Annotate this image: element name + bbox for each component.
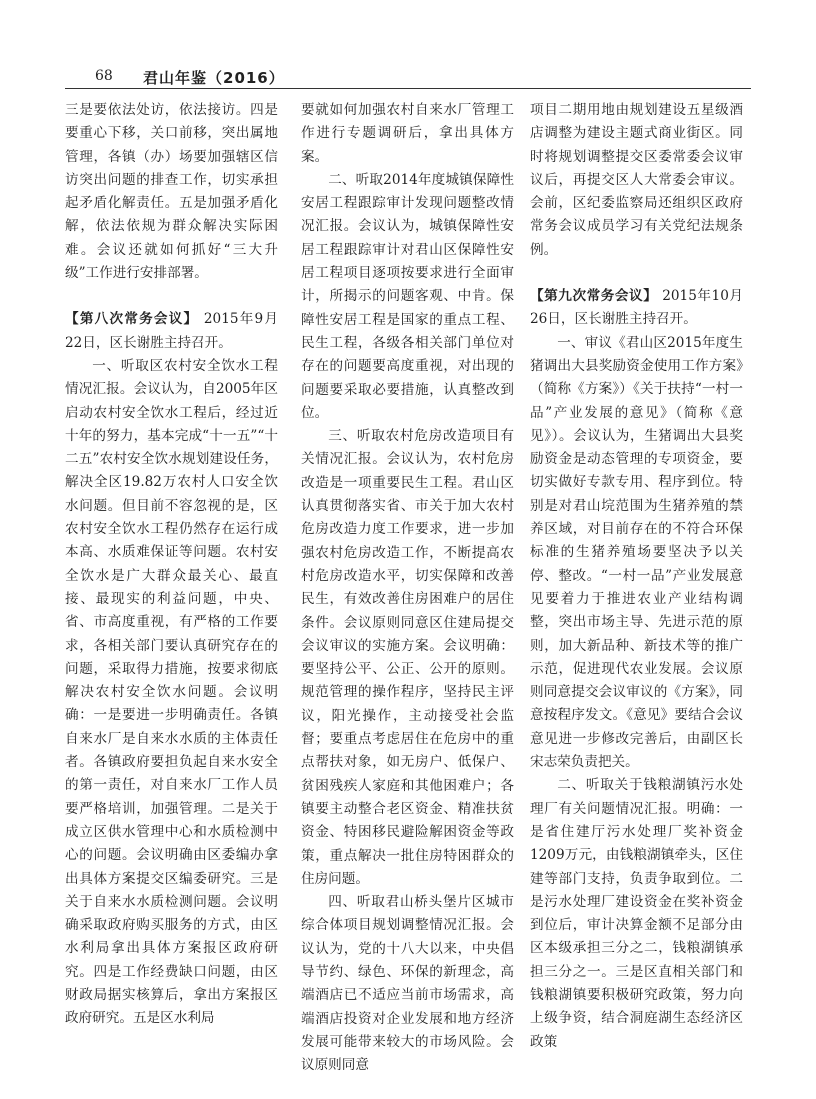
paragraph-continued: 要就如何加强农村自来水厂管理工作进行专题调研后，拿出具体方案。	[301, 102, 514, 165]
meeting-8-item-1: 一、听取区农村安全饮水工程情况汇报。会议认为，自2005年区启动农村安全饮水工程后，经过近十年的努力，基本完成“十一五”“十二五”农村安全饮水规划建设任务，解决全区19.82万农村人口安全饮水问题。但目前不容忽视的是，区农村安全饮水工程仍然存在运行成本高、水质难保证等问题。农村安全饮水是广大群众最关心、最直接、最现实的利益问题，中央、省、市高度重视，有严格的工作要求，各相关部门要认真研究存在的问题，采取得力措施，按要求彻底解决农村安全饮水问题。会议明确：一是要进一步明确责任。各镇自来水厂是自来水水质的主体责任者。各镇政府要担负起自来水安全的第一责任，对自来水厂工作人员要严格培训，加强管理。二是关于成立区供水管理中心和水质检测中心的问题。会议明确由区委编办拿出具体方案提交区编委研究。三是关于自来水水质检测问题。会议明确采取政府购买服务的方式，由区水利局拿出具体方案报区政府研究。四是工作经费缺口问题，由区财政局据实核算后，拿出方案报区政府研究。五是区水利局	[65, 357, 278, 1027]
paragraph-continued: 三是要依法处访，依法接访。四是要重心下移，关口前移，突出属地管理，各镇（办）场要加强辖区信访突出问题的排查工作，切实承担起矛盾化解责任。五是加强矛盾化解，依法依规为群众解决实际困难。会议还就如何抓好“三大升级”工作进行安排部署。	[65, 102, 278, 282]
yearbook-title: 君山年鉴（2016）	[143, 69, 285, 87]
meeting-8-item-2: 二、听取2014年度城镇保障性安居工程跟踪审计发现问题整改情况汇报。会议认为，城镇保障性安居工程跟踪审计对君山区保障性安居工程项目逐项按要求进行全面审计，所揭示的问题客观、中肯。保障性安居工程是国家的重点工程、民生工程，各级各相关部门单位对存在的问题要高度重视，对出现的问题要采取必要措施，认真整改到位。	[301, 171, 514, 421]
meeting-8-intro	[65, 308, 278, 355]
meeting-9-item-2: 二、听取关于钱粮湖镇污水处理厂有关问题情况汇报。明确：一是省住建厅污水处理厂奖补资金1209万元，由钱粮湖镇牵头，区住建等部门支持，负责争取到位。二是污水处理厂建设资金在奖补资金到位后，审计决算金额不足部分由区本级承担三分之二，钱粮湖镇承担三分之一。三是区直相关部门和钱粮湖镇要积极研究政策，努力向上级争资，结合洞庭湖生态经济区政策	[530, 777, 743, 1050]
meeting-8-date: 2015年9月22日，区长谢胜主持召开。	[65, 311, 279, 351]
column-2	[301, 99, 514, 1077]
meeting-9-heading: 【第九次常务会议】	[530, 288, 658, 305]
page-number: 68	[95, 68, 113, 84]
column-3	[530, 99, 743, 1054]
column-1	[65, 99, 278, 1031]
meeting-9-item-1: 一、审议《君山区2015年度生猪调出大县奖励资金使用工作方案》（简称《方案》）《关于扶持“一村一品”产业发展的意见》（简称《意见》）。会议认为，生猪调出大县奖励资金是动态管理的专项资金，要切实做好专款专用、程序到位。特别是对君山垸范围为生猪养殖的禁养区域，对目前存在的不符合环保标准的生猪养殖场要坚决予以关停、整改。“一村一品”产业发展意见要着力于推进农业产业结构调整，突出市场主导、先进示范的原则，加大新品种、新技术等的推广示范，促进现代农业发展。会议原则同意提交会议审议的《方案》，同意按程序发文。《意见》要结合会议意见进一步修改完善后，由副区长宋志荣负责把关。	[530, 334, 743, 771]
page-header	[65, 66, 751, 89]
meeting-8-item-3: 三、听取农村危房改造项目有关情况汇报。会议认为，农村危房改造是一项重要民生工程。君山区认真贯彻落实省、市关于加大农村危房改造力度工作要求，进一步加强农村危房改造工作，不断提高农村危房改造水平，切实保障和改善民生，有效改善住房困难户的居住条件。会议原则同意区住建局提交会议审议的实施方案。会议明确：要坚持公平、公正、公开的原则。规范管理的操作程序，坚持民主评议，阳光操作，主动接受社会监督；要重点考虑居住在危房中的重点帮扶对象，如无房户、低保户、贫困残疾人家庭和其他困难户；各镇要主动整合老区资金、精准扶贫资金、特困移民避险解困资金等政策，重点解决一批住房特困群众的住房问题。	[301, 428, 514, 887]
meeting-9-intro	[530, 285, 743, 332]
meeting-9-date: 2015年10月26日，区长谢胜主持召开。	[530, 288, 743, 328]
meeting-8-heading: 【第八次常务会议】	[65, 311, 199, 328]
paragraph-continued: 项目二期用地由规划建设五星级酒店调整为建设主题式商业街区。同时将规划调整提交区委常委会议审议后，再提交区人大常委会审议。会前，区纪委监察局还组织区政府常务会议成员学习有关党纪法规条例。	[530, 102, 743, 258]
meeting-8-item-4: 四、听取君山桥头堡片区城市综合体项目规划调整情况汇报。会议认为，党的十八大以来，中央倡导节约、绿色、环保的新理念，高端酒店已不适应当前市场需求，高端酒店投资对企业发展和地方经济发展可能带来较大的市场风险。会议原则同意	[301, 894, 514, 1074]
